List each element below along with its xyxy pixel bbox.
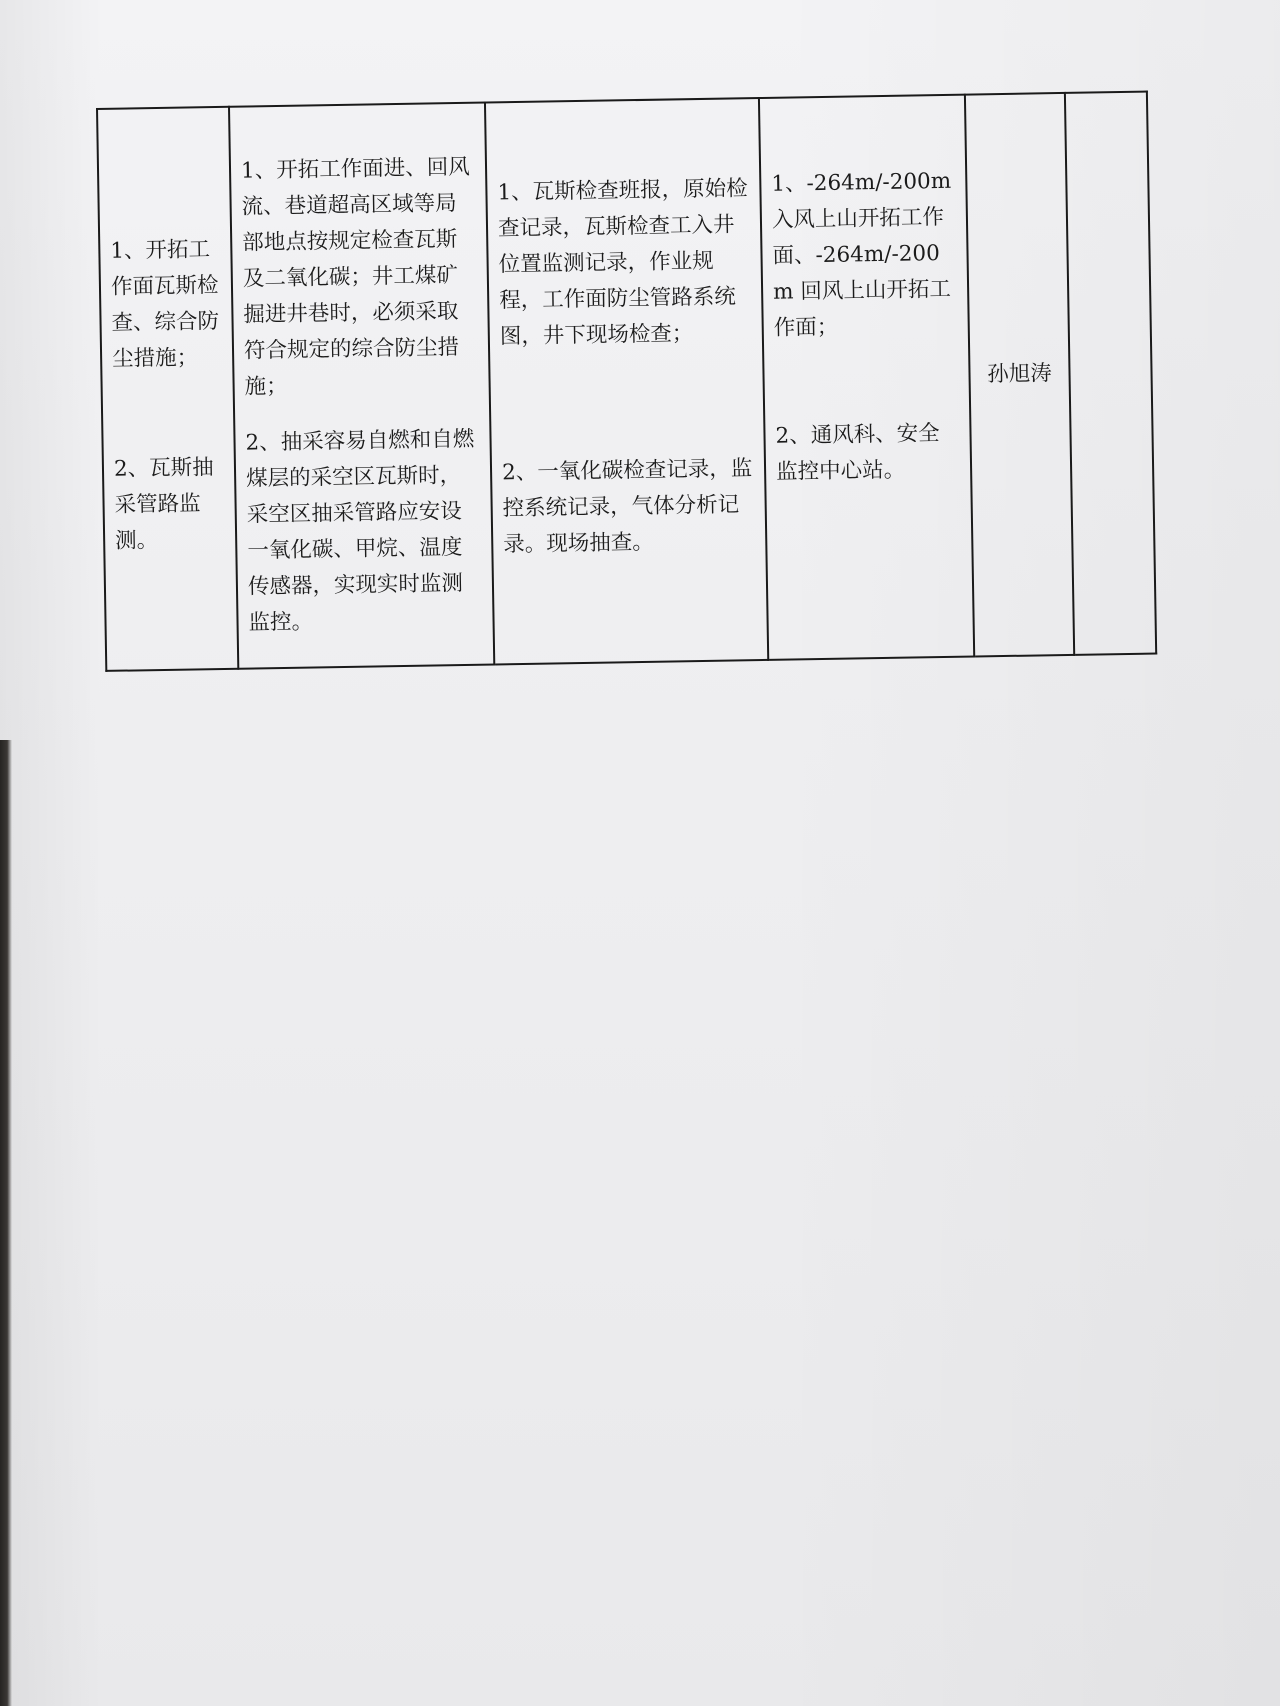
inspection-table xyxy=(96,91,1155,656)
method-cell xyxy=(485,98,768,664)
method-1: 1、瓦斯检查班报，原始检查记录，瓦斯检查工入井位置监测记录，作业规程，工作面防尘管路系统图，井下现场检查； xyxy=(497,176,748,350)
location-2: 2、通风科、安全监控中心站。 xyxy=(775,421,940,485)
inspection-item-2: 2、瓦斯抽采管路监测。 xyxy=(113,455,214,554)
requirement-1: 1、开拓工作面进、回风流、巷道超高区域等局部地点按规定检查瓦斯及二氧化碳；井工煤矿掘进井巷时，必须采取符合规定的综合防尘措施； xyxy=(240,154,470,400)
table-row xyxy=(97,92,1156,671)
location-1: 1、-264m/-200m 入风上山开拓工作面、-264m/-200m 回风上山开拓工作面； xyxy=(771,168,952,341)
inspection-item-cell xyxy=(97,107,238,671)
requirement-cell xyxy=(229,103,494,669)
requirement-2: 2、抽采容易自燃和自燃煤层的采空区瓦斯时，采空区抽采管路应安设一氧化碳、甲烷、温度传感器，实现实时监测监控。 xyxy=(245,426,475,636)
desk-background xyxy=(0,740,12,1706)
inspection-item-1: 1、开拓工作面瓦斯检查、综合防尘措施； xyxy=(110,237,220,372)
inspection-grid xyxy=(96,91,1157,672)
method-2: 2、一氧化碳检查记录，监控系统记录，气体分析记录。现场抽查。 xyxy=(501,456,753,558)
responsible-person: 孙旭涛 xyxy=(987,361,1052,388)
location-cell xyxy=(759,95,974,660)
responsible-person-cell xyxy=(965,93,1074,657)
remark-cell xyxy=(1065,92,1156,655)
